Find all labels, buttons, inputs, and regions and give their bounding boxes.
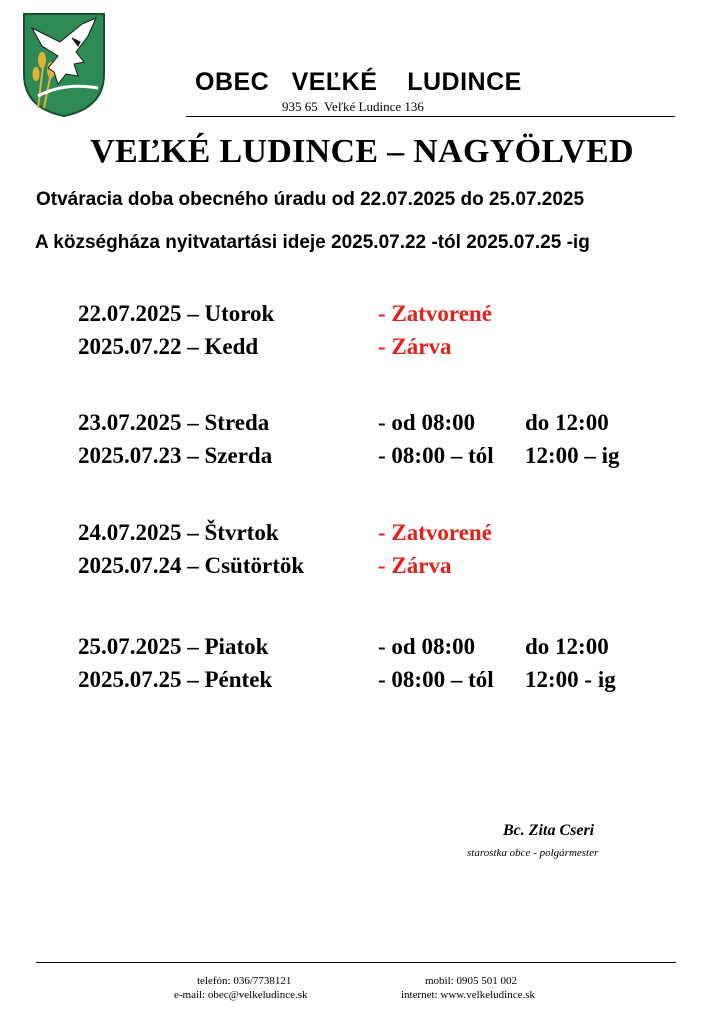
day-label-hu: 2025.07.22 – Kedd bbox=[78, 334, 259, 359]
closed-status-hu: - Zárva bbox=[378, 334, 452, 359]
closed-status-sk: - Zatvorené bbox=[378, 301, 492, 326]
closing-time: do 12:00 bbox=[525, 410, 609, 435]
opening-time: - od 08:00 bbox=[378, 634, 476, 659]
hours-hu bbox=[378, 442, 620, 470]
day-label-sk: 22.07.2025 – Utorok bbox=[78, 301, 275, 326]
day-label-hu: 2025.07.23 – Szerda bbox=[78, 443, 273, 468]
closing-time: 12:00 – ig bbox=[525, 443, 620, 468]
closed-status-hu: - Zárva bbox=[378, 553, 452, 578]
footer-phone: telefón: 036/7738121 bbox=[197, 975, 292, 987]
municipality-title: OBEC VEĽKÉ LUDINCE bbox=[195, 68, 522, 96]
subtitle-hungarian: A községháza nyitvatartási ideje 2025.07.22 -tól 2025.07.25 -ig bbox=[35, 232, 590, 253]
opening-time: - 08:00 – tól bbox=[378, 667, 494, 692]
day-label-hu: 2025.07.24 – Csütörtök bbox=[78, 553, 305, 578]
opening-time: - od 08:00 bbox=[378, 410, 476, 435]
footer-email[interactable]: e-mail: obec@velkeludince.sk bbox=[174, 989, 308, 1001]
hours-sk bbox=[378, 409, 609, 437]
day-label-hu: 2025.07.25 – Péntek bbox=[78, 667, 273, 692]
signatory-role: starostka obce - polgármester bbox=[467, 847, 599, 859]
opening-time: - 08:00 – tól bbox=[378, 443, 494, 468]
page-title: VEĽKÉ LUDINCE – NAGYÖLVED bbox=[90, 133, 634, 170]
closing-time: 12:00 - ig bbox=[525, 667, 616, 692]
coat-of-arms-falcon-icon bbox=[22, 12, 106, 118]
hours-sk bbox=[378, 633, 609, 661]
signatory-name: Bc. Zita Cseri bbox=[503, 822, 595, 839]
header-divider bbox=[186, 116, 675, 117]
day-label-sk: 24.07.2025 – Štvrtok bbox=[78, 520, 279, 545]
footer-mobile: mobil: 0905 501 002 bbox=[425, 975, 517, 987]
closing-time: do 12:00 bbox=[525, 634, 609, 659]
footer-divider bbox=[36, 962, 676, 963]
closed-status-sk: - Zatvorené bbox=[378, 520, 492, 545]
municipality-address: 935 65 Veľké Ludince 136 bbox=[282, 99, 424, 114]
hours-hu bbox=[378, 666, 616, 694]
subtitle-slovak: Otváracia doba obecného úradu od 22.07.2025 do 25.07.2025 bbox=[36, 189, 585, 210]
footer-website[interactable]: internet: www.velkeludince.sk bbox=[401, 989, 535, 1001]
day-label-sk: 23.07.2025 – Streda bbox=[78, 410, 270, 435]
day-label-sk: 25.07.2025 – Piatok bbox=[78, 634, 269, 659]
